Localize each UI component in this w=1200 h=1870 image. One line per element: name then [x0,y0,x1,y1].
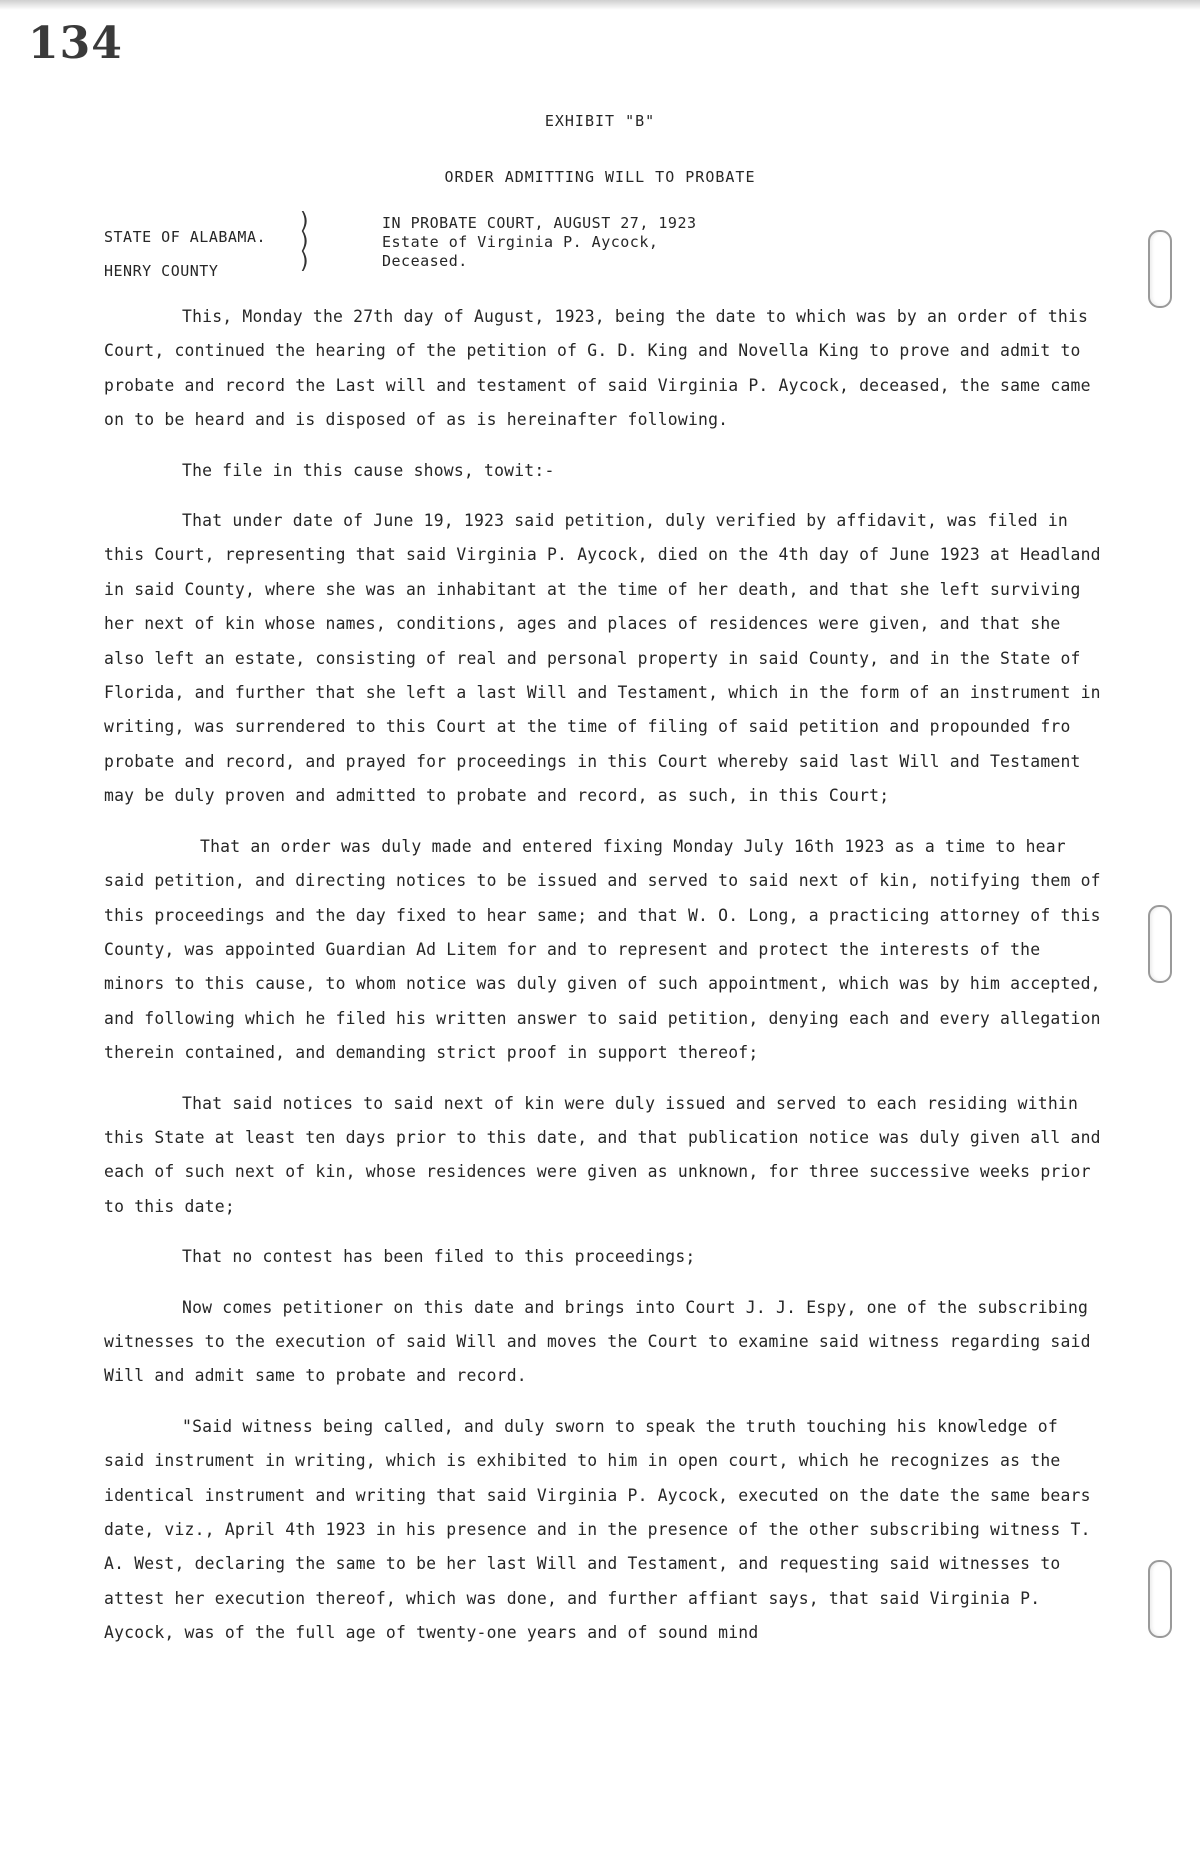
scan-top-edge [0,0,1200,10]
paragraph-petition-filed: That under date of June 19, 1923 said petition, duly verified by affidavit, was filed in this Court, representing that said Virginia P. Aycock, died on the 4th day of June 1923 at Headland in said County, where she was an inhabitant at the time of her death, and that she left surviving her next of kin whose names, conditions, ages and places of residences were given, and that she also left an estate, consisting of real and personal property in said County, and in the State of Florida, and further that she left a last Will and Testament, which in the form of an instrument in writing, was surrendered to this Court at the time of filing of said petition and propounded fro probate and record, and prayed for proceedings in this Court whereby said last Will and Testament may be duly proven and admitted to probate and record, as such, in this Court; [104,511,1101,806]
exhibit-heading: EXHIBIT "B" [544,112,656,130]
paragraph-no-contest: That no contest has been filed to this proceedings; [182,1247,696,1267]
caption-court-line: IN PROBATE COURT, AUGUST 27, 1923 [382,214,697,232]
caption-brace: ) ) ) [298,209,312,274]
paragraph-witness-testimony: "Said witness being called, and duly sworn to speak the truth touching his knowledge of said instrument in writing, which is exhibited to him in open court, which he recognizes as the identical instrument and writing that said Virginia P. Aycock, executed on the date the same bears date, viz., April 4th 1923 in his presence and in the presence of the other subscribing witness T. A. West, declaring the same to be her last Will and Testament, and requesting said witnesses to attest her execution thereof, which was done, and further affiant says, that said Virginia P. Aycock, was of the full age of twenty-one years and of sound mind [104,1416,1091,1643]
paragraph-notices-served: That said notices to said next of kin were duly issued and served to each residing within this State at least ten days prior to this date, and that publication notice was duly given all and each of such next of kin, whose residences were given as unknown, for three successive weeks prior to this date; [104,1093,1101,1216]
caption-county: HENRY COUNTY [104,262,219,280]
binder-hole-middle [1148,905,1172,983]
paragraph-witness-brought: Now comes petitioner on this date and brings into Court J. J. Espy, one of the subscribing witnesses to the execution of said Will and moves the Court to examine said witness regarding said Will and admit same to probate and record. [104,1297,1091,1386]
caption-estate-line: Estate of Virginia P. Aycock, [382,233,659,251]
caption-jurisdiction [104,220,266,288]
binder-hole-top [1148,230,1172,308]
order-body [104,300,1104,1667]
page-number: 134 [28,18,123,69]
caption-state: STATE OF ALABAMA. [104,228,267,246]
paragraph-file-shows: The file in this cause shows, towit:- [182,460,555,480]
caption-case [382,214,697,271]
caption-deceased-line: Deceased. [382,252,468,270]
binder-hole-bottom [1148,1560,1172,1638]
order-title: ORDER ADMITTING WILL TO PROBATE [444,168,756,186]
paragraph-opening: This, Monday the 27th day of August, 1923, being the date to which was by an order of this Court, continued the hearing of the petition of G. D. King and Novella King to prove and admit to probate and record the Last will and testament of said Virginia P. Aycock, deceased, the same came on to be heard and is disposed of as is hereinafter following. [104,307,1091,430]
paragraph-order-fixing-date: That an order was duly made and entered fixing Monday July 16th 1923 as a time to hear said petition, and directing notices to be issued and served to said next of kin, notifying them of this proceedings and the day fixed to hear same; and that W. O. Long, a practicing attorney of this County, was appointed Guardian Ad Litem for and to represent and protect the interests of the minors to this cause, to whom notice was duly given of such appointment, which was by him accepted, and following which he filed his written answer to said petition, denying each and every allegation therein contained, and demanding strict proof in support thereof; [104,836,1101,1063]
